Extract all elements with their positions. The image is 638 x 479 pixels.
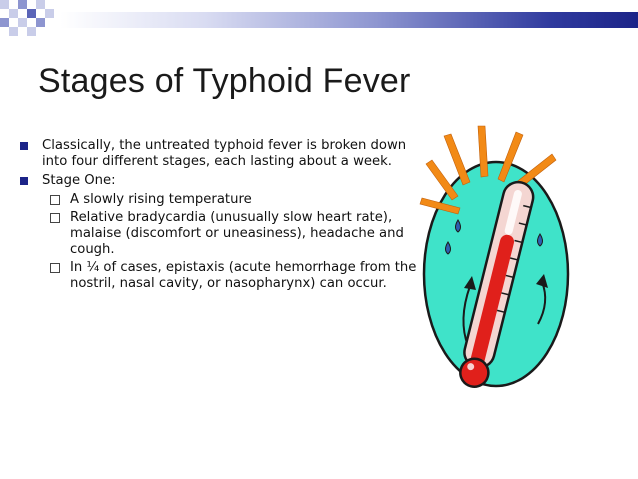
sub-bullet-item [18, 260, 418, 292]
thermometer-icon [418, 124, 578, 396]
square-bullet-icon [20, 142, 28, 150]
sub-bullet-text: A slowly rising temperature [70, 192, 252, 207]
thermometer-clipart [418, 124, 578, 396]
square-bullet-icon [20, 177, 28, 185]
header-gradient-bar [60, 12, 638, 28]
bullet-item [18, 173, 418, 189]
hollow-square-bullet-icon [50, 213, 60, 223]
bullet-item [18, 138, 418, 170]
sub-bullet-text: In ¼ of cases, epistaxis (acute hemorrhage from the nostril, nasal cavity, or nasopharynx) can occur. [70, 260, 417, 291]
sub-bullet-item [18, 210, 418, 258]
sub-bullet-text: Relative bradycardia (unusually slow heart rate), malaise (discomfort or uneasiness), headache and cough. [70, 210, 404, 257]
sub-bullet-item [18, 192, 418, 208]
header-decoration [0, 0, 638, 40]
bullet-text: Stage One: [42, 173, 116, 188]
checker-pattern [0, 0, 60, 40]
bullet-list [18, 138, 418, 294]
hollow-square-bullet-icon [50, 263, 60, 273]
slide-title: Stages of Typhoid Fever [38, 62, 411, 100]
bullet-text: Classically, the untreated typhoid fever is broken down into four different stages, each lasting about a week. [42, 138, 407, 169]
hollow-square-bullet-icon [50, 195, 60, 205]
